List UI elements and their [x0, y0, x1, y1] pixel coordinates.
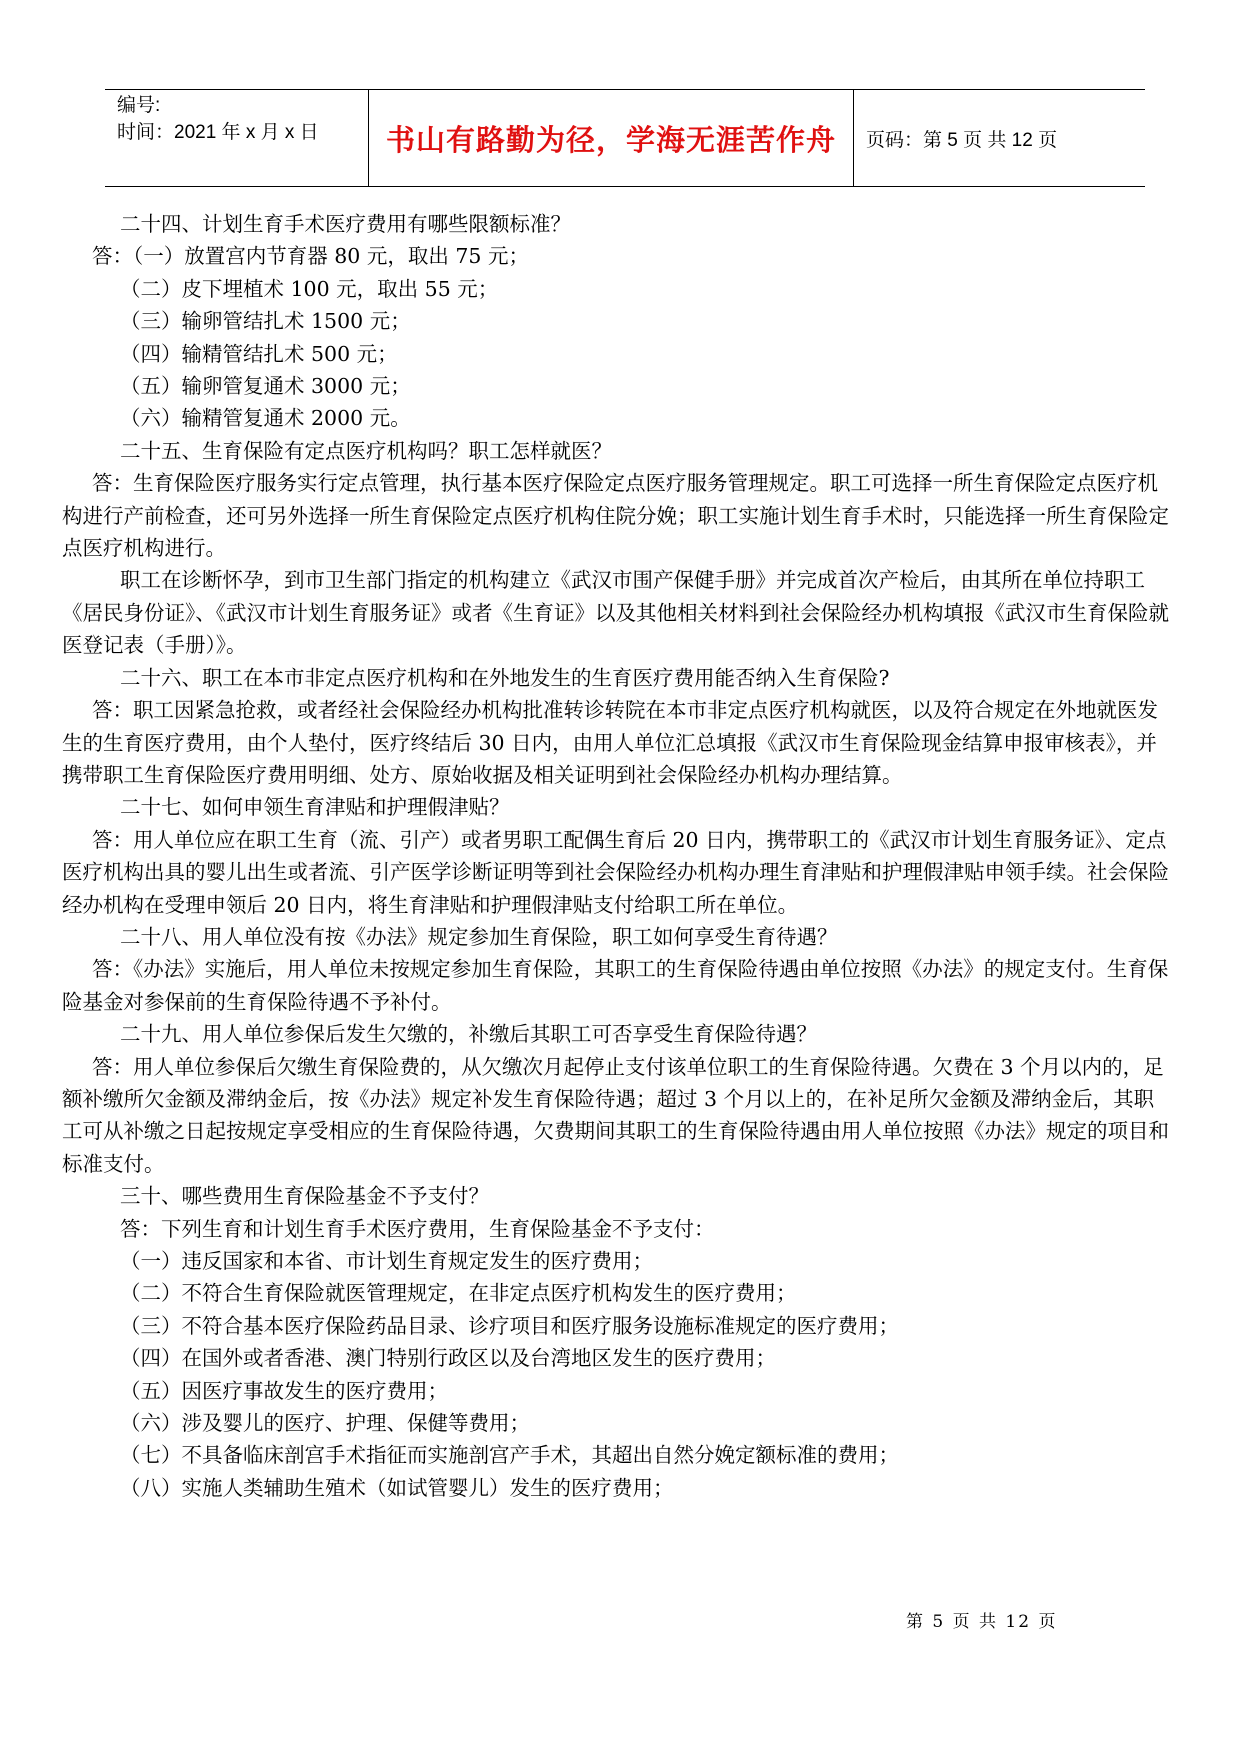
- paragraph: （四）输精管结扎术 500 元；: [120, 341, 398, 366]
- paragraph: （三）不符合基本医疗保险药品目录、诊疗项目和医疗服务设施标准规定的医疗费用；: [120, 1313, 899, 1338]
- paragraph: （五）因医疗事故发生的医疗费用；: [120, 1378, 448, 1403]
- paragraph: （六）输精管复通术 2000 元。: [120, 406, 411, 431]
- paragraph: 答：生育保险医疗服务实行定点管理，执行基本医疗保险定点医疗服务管理规定。职工可选择一所生育保险定点医疗机构进行产前检查，还可另外选择一所生育保险定点医疗机构住院分娩；职工实施计划生育手术时，只能选择一所生育保险定点医疗机构进行。: [62, 471, 1169, 561]
- header-left-cell: [105, 90, 369, 186]
- page-footer: 第 5 页 共 12 页: [906, 1612, 1058, 1632]
- paragraph: 答：（一）放置宫内节育器 80 元，取出 75 元；: [92, 244, 529, 269]
- header-motto: 书山有路勤为径，学海无涯苦作舟: [369, 90, 854, 186]
- paragraph: 二十七、如何申领生育津贴和护理假津贴？: [120, 795, 510, 820]
- paragraph: 答：用人单位应在职工生育（流、引产）或者男职工配偶生育后 20 日内，携带职工的《武汉市计划生育服务证》、定点医疗机构出具的婴儿出生或者流、引产医学诊断证明等到社会保险经办机构办理生育津贴和护理假津贴申领手续。社会保险经办机构在受理申领后 20 日内，将生育津贴和护理假津贴支付给职工所在单位。: [62, 827, 1169, 917]
- document-time-label: 时间：2021 年 x 月 x 日: [117, 122, 319, 143]
- paragraph: 职工在诊断怀孕，到市卫生部门指定的机构建立《武汉市围产保健手册》并完成首次产检后，由其所在单位持职工《居民身份证》、《武汉市计划生育服务证》或者《生育证》以及其他相关材料到社会保险经办机构填报《武汉市生育保险就医登记表（手册）》。: [62, 568, 1169, 658]
- paragraph: （二）皮下埋植术 100 元，取出 55 元；: [120, 276, 499, 301]
- page-header: [105, 89, 1145, 187]
- document-number-label: 编号:: [117, 95, 161, 116]
- paragraph: 二十九、用人单位参保后发生欠缴的，补缴后其职工可否享受生育保险待遇？: [120, 1022, 817, 1047]
- paragraph: 二十八、用人单位没有按《办法》规定参加生育保险，职工如何享受生育待遇？: [120, 924, 838, 949]
- paragraph: （一）违反国家和本省、市计划生育规定发生的医疗费用；: [120, 1249, 653, 1273]
- paragraph: 二十五、生育保险有定点医疗机构吗？职工怎样就医？: [120, 438, 612, 463]
- paragraph: （三）输卵管结扎术 1500 元；: [120, 309, 411, 334]
- header-page-label: 页码：第 5 页 共 12 页: [866, 129, 1058, 151]
- paragraph: （七）不具备临床剖宫手术指征而实施剖宫产手术，其超出自然分娩定额标准的费用；: [120, 1443, 899, 1468]
- paragraph: 答：职工因紧急抢救，或者经社会保险经办机构批准转诊转院在本市非定点医疗机构就医，以及符合规定在外地就医发生的生育医疗费用，由个人垫付，医疗终结后 30 日内，由用人单位汇总填报《武汉市生育保险现金结算申报审核表》，并携带职工生育保险医疗费用明细、处方、原始收据及相关证明到社会保险经办机构办理结算。: [62, 698, 1158, 787]
- paragraph: （八）实施人类辅助生殖术（如试管婴儿）发生的医疗费用；: [120, 1475, 674, 1500]
- paragraph: 三十、哪些费用生育保险基金不予支付？: [120, 1184, 489, 1209]
- document-body: [62, 208, 1172, 1504]
- paragraph: （五）输卵管复通术 3000 元；: [120, 374, 411, 399]
- paragraph: 二十四、计划生育手术医疗费用有哪些限额标准？: [120, 212, 571, 236]
- paragraph: （四）在国外或者香港、澳门特别行政区以及台湾地区发生的医疗费用；: [120, 1346, 776, 1371]
- paragraph: （六）涉及婴儿的医疗、护理、保健等费用；: [120, 1411, 530, 1436]
- paragraph: 答：《办法》实施后，用人单位未按规定参加生育保险，其职工的生育保险待遇由单位按照《办法》的规定支付。生育保险基金对参保前的生育保险待遇不予补付。: [62, 957, 1169, 1014]
- paragraph: 答：下列生育和计划生育手术医疗费用，生育保险基金不予支付：: [120, 1216, 715, 1241]
- paragraph: 二十六、职工在本市非定点医疗机构和在外地发生的生育医疗费用能否纳入生育保险?: [120, 665, 890, 690]
- paragraph: 答：用人单位参保后欠缴生育保险费的，从欠缴次月起停止支付该单位职工的生育保险待遇。欠费在 3 个月以内的，足额补缴所欠金额及滞纳金后，按《办法》规定补发生育保险待遇；超过 3 个月以上的，在补足所欠金额及滞纳金后，其职工可从补缴之日起按规定享受相应的生育保险待遇，欠费期间其职工的生育保险待遇由用人单位按照《办法》规定的项目和标准支付。: [62, 1054, 1169, 1176]
- paragraph: （二）不符合生育保险就医管理规定，在非定点医疗机构发生的医疗费用；: [120, 1281, 797, 1306]
